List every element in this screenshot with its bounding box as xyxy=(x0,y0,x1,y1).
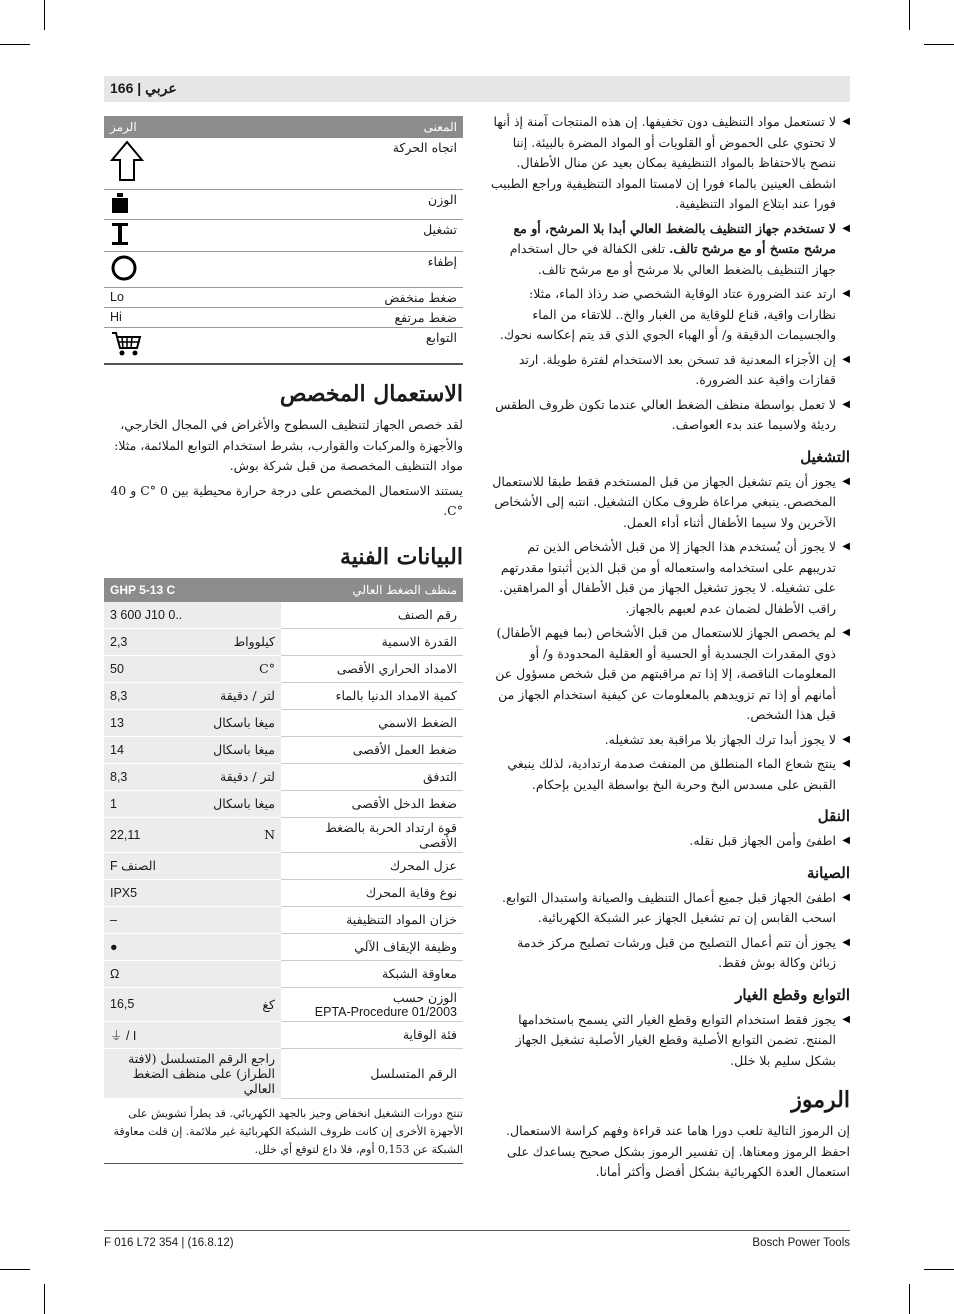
bullet-paragraph: ◀ لا تستعمل مواد التنظيف دون تخفيفها. إن هذه المنتجات آمنة إذ أنها لا تحتوي على الحموض أو القلويات أو المواد المضرة بالبيئة. إننا ننصح بالاحتفاظ بالمواد التنظيفية بمكان بعيد عن منال الأطفال. اشطف العينين بالماء فورا إن لامستا المواد التنظيفية وراجع الطبيب فورا عند ابتلاع المواد التنظيفية. xyxy=(490,114,850,211)
bullet-paragraph: ◀ اطفئ الجهاز قبل جميع أعمال التنظيف والصيانة واستبدال التوابع. اسحب القابس إن تم تشغيل الجهاز عبر الشبكة الكهربائية. xyxy=(502,889,850,925)
tech-label: القدرة الاسمية xyxy=(281,628,463,655)
bullet-paragraph: ◀ يجوز أن تتم أعمال التصليح من قبل ورشات تصليح مركز خدمة زبائن وكالة بوش فقط. xyxy=(517,934,850,970)
bullet-icon: ◀ xyxy=(842,758,850,769)
power-on-icon xyxy=(110,222,130,246)
tech-unit: ميغا باسكال xyxy=(203,709,281,736)
table-row xyxy=(104,1021,463,1048)
direction-arrow-icon xyxy=(110,140,144,184)
table-row xyxy=(104,308,463,328)
bullet-paragraph: ◀ يجوز فقط استخدام التوابع وقطع الغيار التي يسمح باستخدامها المنتج. تضمن التوابع الأصلية وقطع الغيار الأصلية تشغيل الجهاز بشكل سليم بلا خلل. xyxy=(515,1011,850,1068)
tech-label: التدفق xyxy=(281,763,463,790)
left-column xyxy=(104,116,463,1164)
table-row xyxy=(104,852,463,879)
tech-unit xyxy=(203,906,281,933)
tech-label: قوة ارتداد الحربة بالضغط الأقصى xyxy=(281,817,463,852)
tech-value: 50 xyxy=(104,655,203,682)
bullet-paragraph: ◀ اطفئ وأمن الجهاز قبل نقله. xyxy=(490,831,850,852)
table-row xyxy=(104,1048,463,1098)
doc-number: F 016 L72 354 | (16.8.12) xyxy=(104,1237,234,1249)
tech-unit xyxy=(203,602,281,629)
tech-unit: كغ xyxy=(203,987,281,1021)
table-row xyxy=(104,682,463,709)
table-row xyxy=(104,655,463,682)
page-header xyxy=(104,76,850,102)
tech-label: كمية الامداد الدنيا بالماء xyxy=(281,682,463,709)
tech-unit xyxy=(203,879,281,906)
tech-label: ضغط الدخل الأقصى xyxy=(281,790,463,817)
crop-mark xyxy=(909,1284,910,1314)
table-row xyxy=(104,190,463,220)
table-row xyxy=(104,220,463,252)
bullet-icon: ◀ xyxy=(842,475,850,487)
bullet-paragraph: ◀ ارتد عند الضرورة عتاد الوقاية الشخصي ضد رذاذ الماء، مثلا: نظارات واقية، قناع للوقاية من الغبار والخ.. للاتقاء من الماء والجسيمات الدقيقة و/ أو الهباء الجوي الذي قد يتم إعكاسه نحوك. xyxy=(499,286,850,342)
weight-icon xyxy=(110,192,130,214)
bullet-paragraph: ◀ إن الأجزاء المعدنية قد تسخن بعد الاستخدام لفترة طويلة. ارتد قفازات واقية عند الضرورة. xyxy=(518,351,850,387)
table-row xyxy=(104,817,463,852)
tech-value: – xyxy=(104,906,203,933)
bullet-icon: ◀ xyxy=(842,627,850,638)
tech-unit: لتر / دقيقة xyxy=(203,763,281,790)
hi-symbol: Hi xyxy=(104,308,196,328)
tech-value: 3 600 J10 0.. xyxy=(104,602,203,629)
page-footer xyxy=(104,1230,850,1249)
symbol-meaning: ضغط مرتفع xyxy=(196,308,463,328)
table-row xyxy=(104,987,463,1021)
tech-label: ضغط العمل الأقصى xyxy=(281,736,463,763)
table-row xyxy=(104,328,463,365)
meaning-header: المعنى xyxy=(196,116,463,138)
table-row xyxy=(104,790,463,817)
table-row xyxy=(104,252,463,288)
bullet-icon: ◀ xyxy=(842,116,850,127)
page-number: 166 | عربي xyxy=(110,80,177,97)
tech-value: Ω xyxy=(104,960,203,987)
lo-symbol: Lo xyxy=(104,288,196,308)
bullet-icon: ◀ xyxy=(842,288,850,299)
section-title-symbols: الرموز xyxy=(791,1087,850,1113)
bullet-icon: ◀ xyxy=(842,1013,850,1025)
section-heading: التشغيل xyxy=(800,447,850,466)
tech-unit: N xyxy=(203,817,281,852)
intended-use-paragraph: لقد خصص الجهاز لتنظيف السطوح والأغراض في المجال الخارجي، والأجهزة والمركبات والقوارب، بشرط استخدام التوابع الملائمة، مثلا: مواد التنظيف المخصصة من قبل شركة بوش. xyxy=(114,417,463,473)
tech-header-row xyxy=(104,578,463,602)
table-row xyxy=(104,709,463,736)
tech-value: 8,3 xyxy=(104,763,203,790)
tech-label xyxy=(281,987,463,1021)
tech-label: الرقم المتسلسل xyxy=(281,1048,463,1098)
bullet-icon: ◀ xyxy=(842,353,850,365)
crop-mark xyxy=(44,0,45,30)
right-column xyxy=(490,112,850,1187)
tech-unit xyxy=(203,933,281,960)
symbol-table xyxy=(104,116,463,365)
brand-label: Bosch Power Tools xyxy=(752,1237,850,1249)
tech-value: 16,5 xyxy=(104,987,203,1021)
bullet-icon: ◀ xyxy=(842,891,850,903)
symbol-meaning: التوابع xyxy=(196,328,463,365)
table-row xyxy=(104,879,463,906)
bullet-icon: ◀ xyxy=(842,936,850,948)
tech-value: 13 xyxy=(104,709,203,736)
bullet-paragraph: ◀ لا يجوز أبدا ترك الجهاز بلا مراقبة بعد تشغيله. xyxy=(490,730,850,751)
footnote: تنتج دورات التشغيل انخفاض وجيز بالجهد الكهربائي. قد يطرأ تشويش على الأجهزة الأخرى إن كانت ظروف الشبكة الكهربائية غير ملائمة. إن قلت معاوقة الشبكة عن 0,153 أوم، فلا داع لتوقع أي خلل. xyxy=(104,1099,463,1164)
tech-label: الامداد الحراري الأقصى xyxy=(281,655,463,682)
table-row xyxy=(104,763,463,790)
tech-label-line: EPTA-Procedure 01/2003 xyxy=(314,1004,457,1019)
crop-mark xyxy=(909,0,910,30)
bullet-icon: ◀ xyxy=(842,835,850,846)
table-row xyxy=(104,628,463,655)
tech-label: عزل المحرك xyxy=(281,852,463,879)
page-lang: عربي xyxy=(145,81,177,97)
accessories-cart-icon xyxy=(110,330,142,358)
tech-value: IPX5 xyxy=(104,879,203,906)
tech-unit: °C xyxy=(203,655,281,682)
symbol-meaning: إطفاء xyxy=(196,252,463,288)
model-header: GHP 5-13 C xyxy=(104,578,281,602)
symbols-intro: إن الرموز التالية تلعب دورا هاما عند قراءة وفهم كراسة الاستعمال. احفظ الرموز ومعناها. إن تفسير الرموز بشكل صحيح يساعدك على استعمال العدة الكهربائية بشكل أفضل وأكثر أمانا. xyxy=(506,1123,850,1179)
crop-mark xyxy=(0,44,30,45)
bullet-paragraph: ◀ لا تستخدم جهاز التنظيف بالضغط العالي أبدا بلا المرشح، أو مع مرشح متسخ أو مع مرشح تالف. تلغى الكفالة في حال استخدام جهاز التنظيف بالضغط العالي بلا مرشح أو مع مرشح تالف. xyxy=(509,220,850,277)
tech-unit xyxy=(203,852,281,879)
tech-label: وظيفة الإيقاف الآلي xyxy=(281,933,463,960)
bullet-paragraph: ◀ لا يجوز أن يُستخدم هذا الجهاز إلا من قبل الأشخاص الذين تم تدريبهم على استخدامه واستعماله أو من قبل الذين أثبتوا مقدرتهم على تشغيله. لا يجوز تشغيل الجهاز من قبل الأطفال أو المراهقين. راقب الأطفال لضمان عدم لعبهم بالجهاز. xyxy=(499,539,850,616)
symbol-meaning: اتجاه الحركة xyxy=(196,138,463,190)
table-row xyxy=(104,960,463,987)
tech-label: رقم الصنف xyxy=(281,602,463,629)
symbol-meaning: ضغط منخفض xyxy=(196,288,463,308)
bold-warning: لا تستخدم جهاز التنظيف بالضغط العالي أبدا بلا المرشح، أو مع مرشح متسخ أو مع مرشح تالف. xyxy=(513,220,836,256)
tech-value: راجع الرقم المتسلسل (لافتة الطراز) على منظف الضغط العالي xyxy=(104,1048,281,1098)
table-row xyxy=(104,736,463,763)
section-heading: النقل xyxy=(817,807,850,825)
tech-unit xyxy=(203,1021,281,1048)
tech-label-line: الوزن حسب xyxy=(392,989,457,1005)
table-row xyxy=(104,906,463,933)
tech-label: فئة الوقاية xyxy=(281,1021,463,1048)
tech-value: 1 xyxy=(104,790,203,817)
bullet-paragraph: ◀ يجوز أن يتم تشغيل الجهاز من قبل المستخدم فقط طبقا للاستعمال المخصص. ينبغي مراعاة ظروف مكان التشغيل. انتبه إلى الأشخاص الآخرين ولا سيما الأطفال أثناء أداء العمل. xyxy=(492,473,850,530)
section-heading: الصيانة xyxy=(806,863,850,882)
bullet-paragraph: ◀ لا تعمل بواسطة منظف الضغط العالي عندما تكون ظروف الطقس رديئة ولاسيما عند بدء العواصف. xyxy=(495,396,850,432)
crop-mark xyxy=(924,44,954,45)
tech-unit xyxy=(203,960,281,987)
tech-label: معاوقة الشبكة xyxy=(281,960,463,987)
tech-value: 8,3 xyxy=(104,682,203,709)
product-name-header: منظف الضغط العالي xyxy=(281,578,463,602)
tech-data-table xyxy=(104,578,463,1099)
symbol-header: الرمز xyxy=(104,116,196,138)
tech-table-body xyxy=(104,602,463,1099)
power-off-icon xyxy=(110,254,138,282)
intended-use-temperature: يستند الاستعمال المخصص على درجة حرارة محيطية بين 0 °C و 40 °C. xyxy=(110,482,463,518)
bullet-icon: ◀ xyxy=(842,222,850,234)
bullet-paragraph: ◀ ينتج شعاع الماء المنطلق من المنفث صدمة ارتدادية، لذلك ينبغي القبض على مسدس البخ وحربة البخ بواسطة اليدين بإحكام. xyxy=(507,756,850,792)
symbol-meaning: الوزن xyxy=(196,190,463,220)
page-num: 166 xyxy=(110,80,134,96)
section-title-intended-use: الاستعمال المخصص xyxy=(279,381,463,407)
crop-mark xyxy=(0,1269,30,1270)
bullet-paragraph: ◀ لم يخصص الجهاز للاستعمال من قبل الأشخاص (بما فيهم الأطفال) ذوي المقدرات الجسدية أو الحسية أو العقلية المحدودة و/ أو المعلومات الناقصة، إلا إذا تم مراقبتهم من قبل شخص مسؤول عن أمانهم أو إذا تم تزويدهم بالمعلومات عن كيفية استخدام الجهاز من قبل هذا الشخص. xyxy=(495,625,850,722)
tech-unit: ميغا باسكال xyxy=(203,736,281,763)
table-row xyxy=(104,138,463,190)
tech-label: نوع وقاية المحرك xyxy=(281,879,463,906)
tech-unit: كيلوواط xyxy=(203,628,281,655)
table-header-row xyxy=(104,116,463,138)
bullet-icon: ◀ xyxy=(842,733,850,745)
section-heading: التوابع وقطع الغيار xyxy=(735,985,850,1004)
tech-label: خزان المواد التنظيفية xyxy=(281,906,463,933)
tech-label: الضغط الاسمي xyxy=(281,709,463,736)
crop-mark xyxy=(924,1269,954,1270)
tech-value: ● xyxy=(104,933,203,960)
table-row xyxy=(104,288,463,308)
bullet-icon: ◀ xyxy=(842,398,850,410)
tech-value: ⏚ / I xyxy=(104,1021,203,1048)
tech-value: 22,11 xyxy=(104,817,203,852)
crop-mark xyxy=(44,1284,45,1314)
bullet-icon: ◀ xyxy=(842,541,850,552)
tech-value: 2,3 xyxy=(104,628,203,655)
tech-value: F الصنف xyxy=(104,852,203,879)
table-row xyxy=(104,602,463,629)
symbol-meaning: تشغيل xyxy=(196,220,463,252)
table-row xyxy=(104,933,463,960)
tech-unit: لتر / دقيقة xyxy=(203,682,281,709)
tech-unit: ميغا باسكال xyxy=(203,790,281,817)
section-title-tech-data: البيانات الفنية xyxy=(339,543,463,570)
tech-value: 14 xyxy=(104,736,203,763)
